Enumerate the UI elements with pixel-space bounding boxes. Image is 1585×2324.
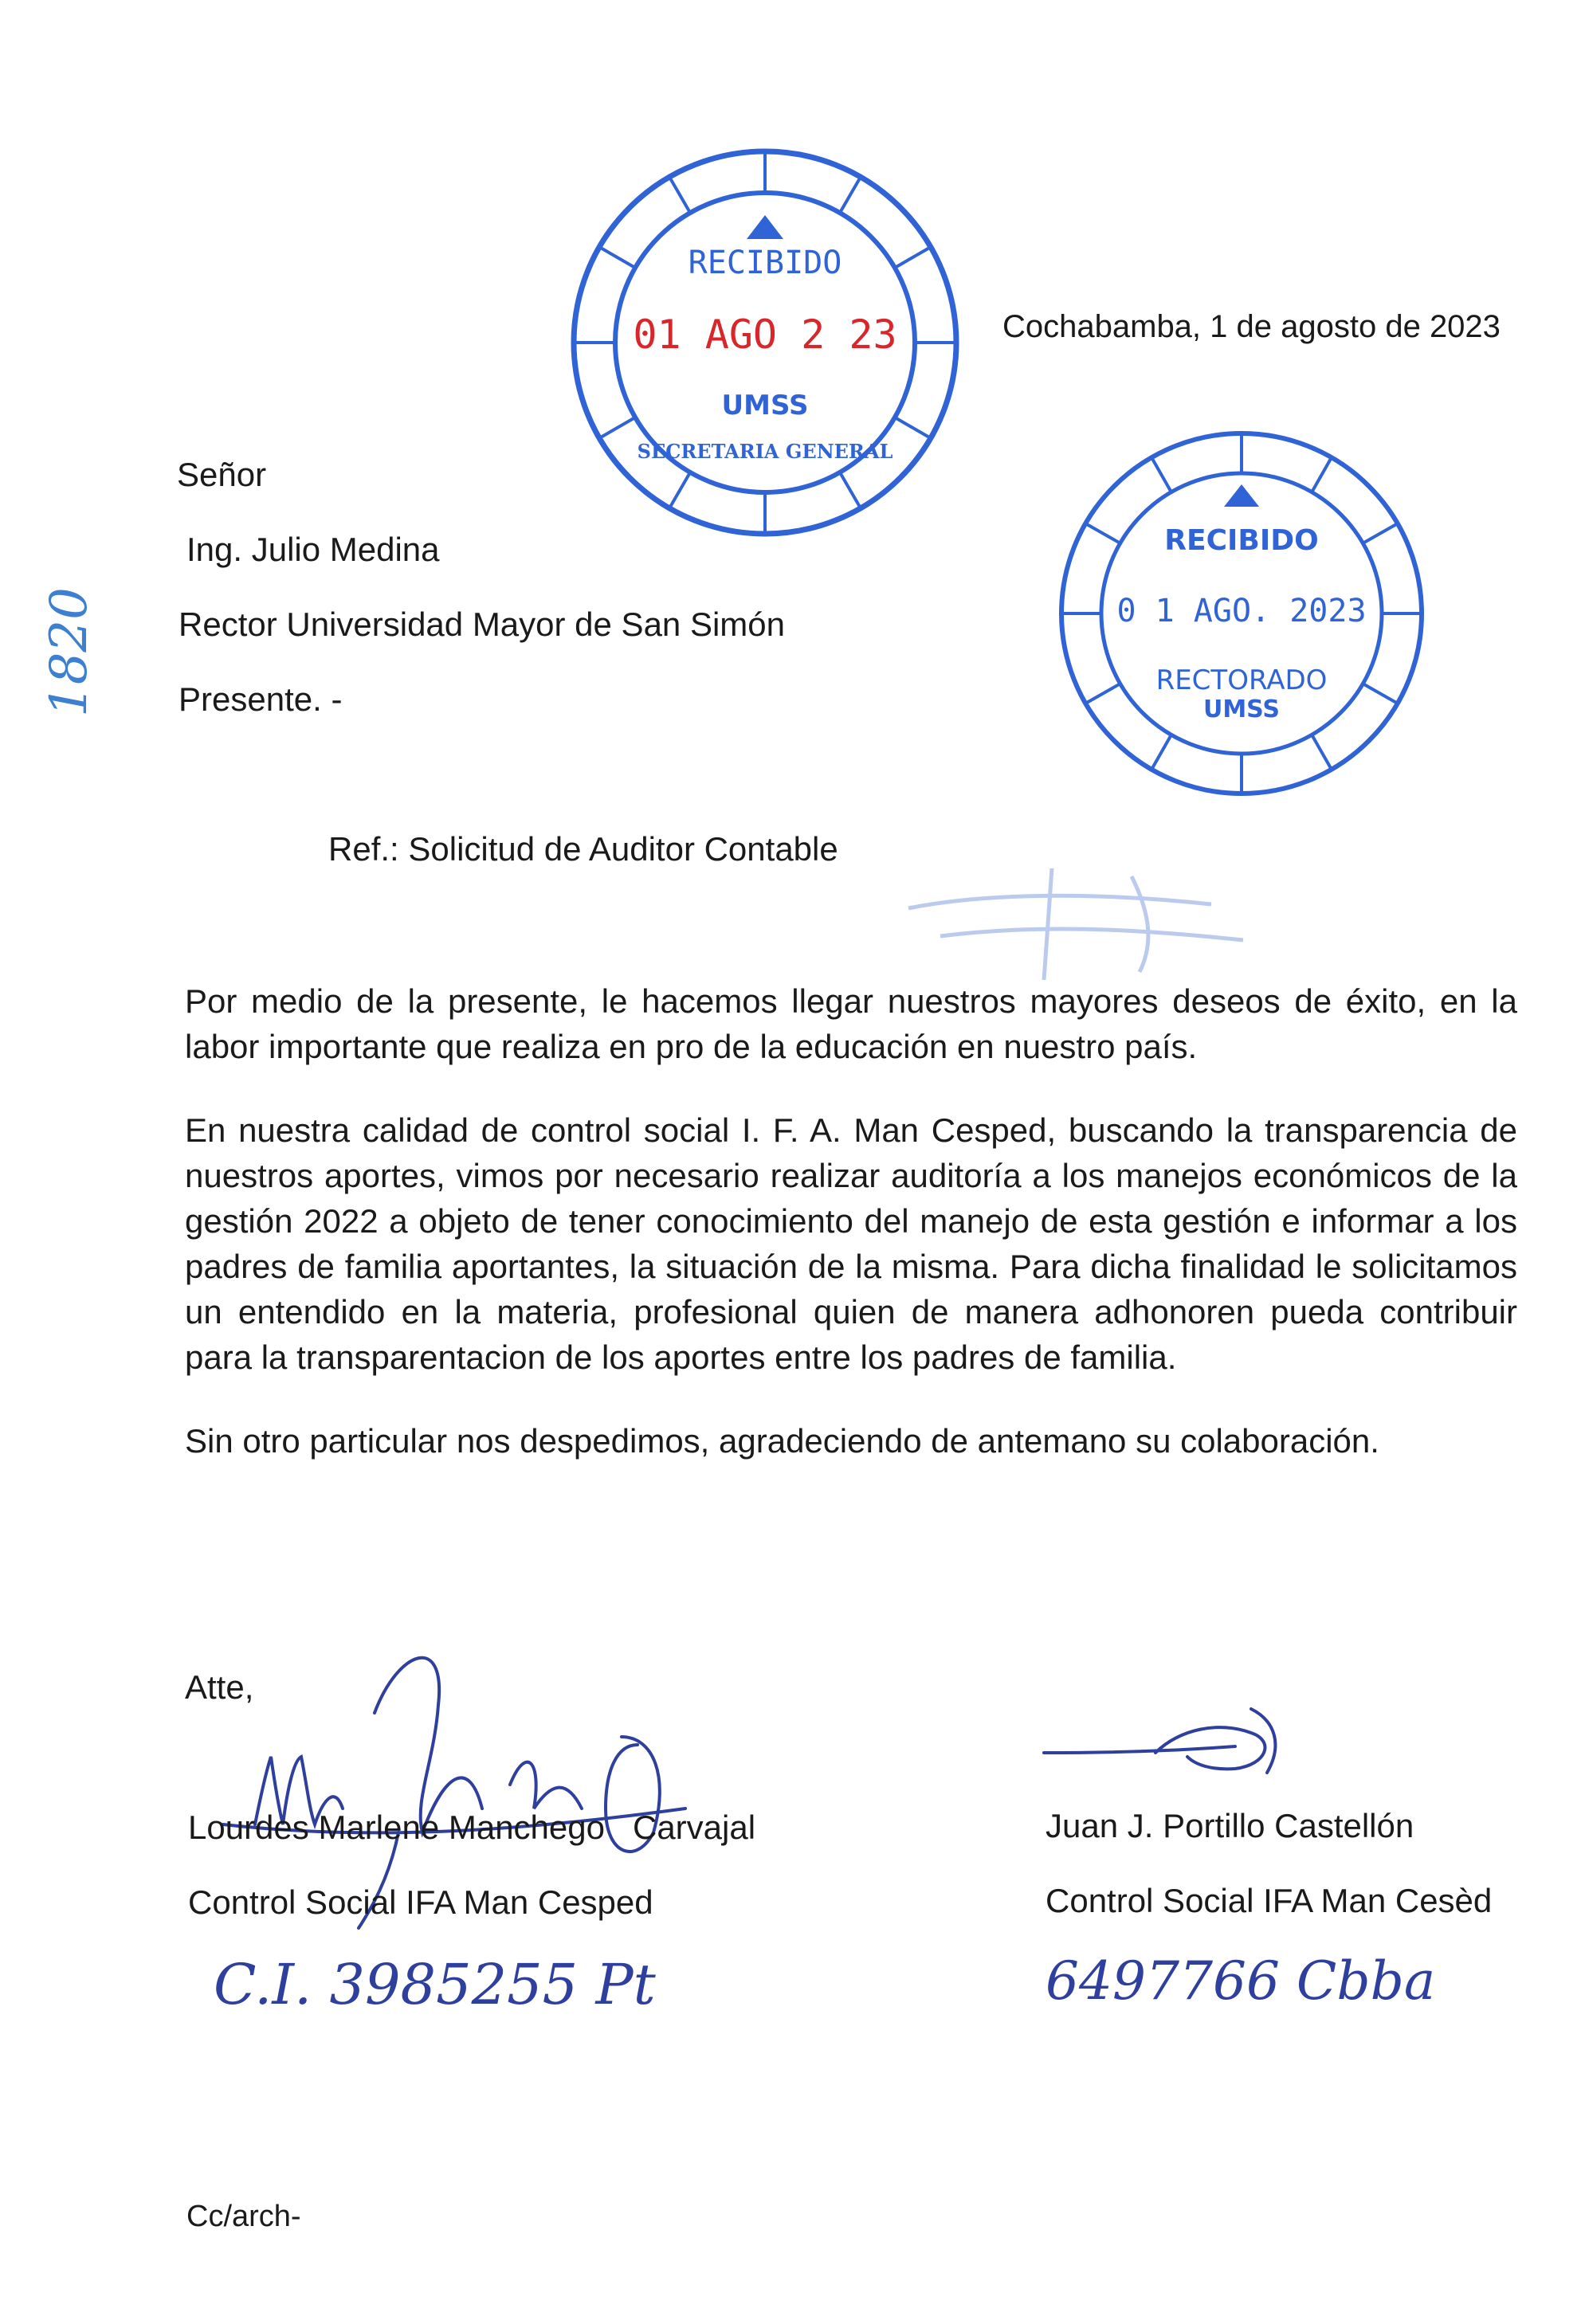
signatory-1-id: C.I. 3985255 Pt bbox=[214, 1952, 656, 2017]
signatory-1-name: Lourdes Marlene Manchego Carvajal bbox=[188, 1809, 756, 1846]
signatory-2-name: Juan J. Portillo Castellón bbox=[1046, 1807, 1414, 1844]
rectorado-stamp-date: 0 1 AGO. 2023 bbox=[1116, 593, 1367, 629]
margin-note: 1820 bbox=[40, 587, 99, 717]
secretaria-stamp-org: UMSS bbox=[721, 390, 809, 421]
rectorado-stamp-org: UMSS bbox=[1202, 696, 1281, 723]
signature-2 bbox=[1036, 1697, 1307, 1785]
secretaria-general-stamp bbox=[562, 139, 968, 546]
sign-off: Atte, bbox=[185, 1668, 254, 1706]
reference-line: Ref.: Solicitud de Auditor Contable bbox=[328, 830, 838, 868]
signatory-1-role: Control Social IFA Man Cesped bbox=[188, 1883, 653, 1921]
paragraph-3: Sin otro particular nos despedimos, agradeciendo de antemano su colaboración. bbox=[185, 1422, 1379, 1460]
secretaria-stamp-title: RECIBIDO bbox=[688, 245, 842, 281]
recipient-position: Rector Universidad Mayor de San Simón bbox=[179, 605, 786, 643]
salutation: Señor bbox=[177, 456, 267, 493]
rectorado-stamp-title: RECIBIDO bbox=[1164, 524, 1319, 557]
signatory-2-id: 6497766 Cbba bbox=[1046, 1950, 1436, 2012]
presente-line: Presente. - bbox=[179, 680, 343, 718]
bleed-through-mark bbox=[893, 860, 1275, 988]
place-date: Cochabamba, 1 de agosto de 2023 bbox=[1002, 309, 1501, 344]
cc-line: Cc/arch- bbox=[186, 2200, 301, 2233]
rectorado-stamp bbox=[1050, 422, 1433, 805]
secretaria-stamp-date: 01 AGO 2 23 bbox=[633, 312, 897, 358]
rectorado-stamp-dept: RECTORADO bbox=[1155, 664, 1328, 696]
paragraph-2: En nuestra calidad de control social I. F. A. Man Cesped, buscando la transparencia de nuestros aportes, vimos por necesario realizar auditoría a los manejos económicos de la gestión 2022 a objeto de tener conocimiento del manejo de esta gestión e informar a los padres de familia aportantes, la situación de la misma. Para dicha finalidad le solicitamos un entendido en la materia, profesional quien de manera adhonoren pueda contribuir para la transparentacion de los aportes entre los padres de familia. bbox=[185, 1111, 1517, 1376]
recipient-name: Ing. Julio Medina bbox=[186, 531, 440, 568]
paragraph-1: Por medio de la presente, le hacemos llegar nuestros mayores deseos de éxito, en la labor importante que realiza en pro de la educación en nuestro país. bbox=[185, 982, 1517, 1065]
secretaria-stamp-dept: SECRETARIA GENERAL bbox=[637, 440, 893, 463]
signatory-2-role: Control Social IFA Man Cesèd bbox=[1046, 1882, 1493, 1919]
